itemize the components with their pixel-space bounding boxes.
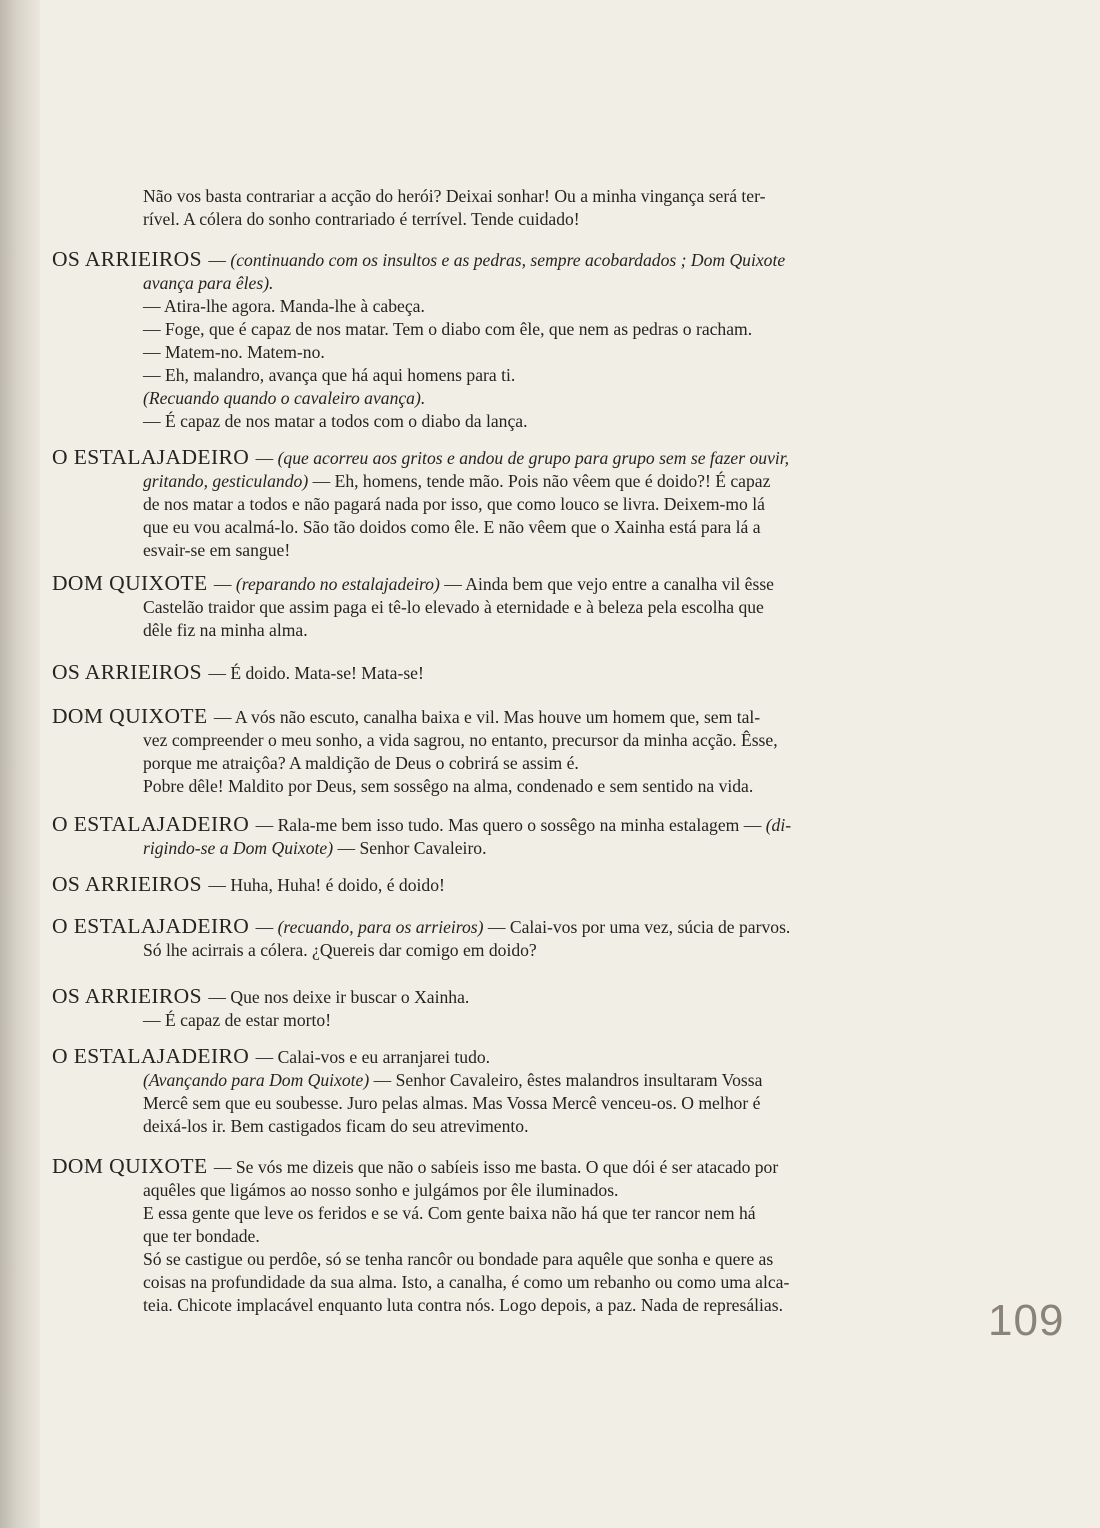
dialogue-first-line xyxy=(52,1155,952,1179)
speaker-name: O ESTALAJADEIRO xyxy=(52,914,250,938)
dialogue-text: — Senhor Cavaleiro. xyxy=(333,838,487,858)
dialogue-text: — Rala-me bem isso tudo. Mas quero o sossêgo na minha estalagem — xyxy=(255,815,766,835)
stage-direction: (reparando no estalajadeiro) xyxy=(235,574,440,594)
stage-direction: (recuando, para os arrieiros) xyxy=(277,917,484,937)
dialogue-block xyxy=(52,873,952,897)
dialogue-text: dêle fiz na minha alma. xyxy=(143,620,308,640)
dialogue-line xyxy=(143,1179,952,1202)
dialogue-line xyxy=(143,1009,952,1032)
dialogue-line xyxy=(143,470,952,493)
dialogue-line xyxy=(143,752,952,775)
dialogue-first-line xyxy=(52,915,952,939)
dialogue-text: Pobre dêle! Maldito por Deus, sem sossêgo na alma, condenado e sem sentido na vida. xyxy=(143,776,754,796)
dialogue-first-line xyxy=(52,248,952,272)
dialogue-text: — Calai-vos e eu arranjarei tudo. xyxy=(255,1047,491,1067)
dialogue-line xyxy=(143,837,952,860)
stage-direction: (Avançando para Dom Quixote) xyxy=(143,1070,370,1090)
dialogue-first-line xyxy=(52,873,952,897)
stage-direction: (di- xyxy=(765,815,792,835)
dialogue-block xyxy=(52,248,952,433)
dialogue-line xyxy=(143,341,952,364)
dialogue-text: aquêles que ligámos ao nosso sonho e julgámos por êle iluminados. xyxy=(143,1180,619,1200)
dialogue-block xyxy=(52,813,952,860)
dialogue-line xyxy=(143,493,952,516)
dialogue-line xyxy=(143,539,952,562)
dialogue-first-line xyxy=(52,446,952,470)
dialogue-text: esvair-se em sangue! xyxy=(143,540,291,560)
dialogue-text: Só lhe acirrais a cólera. ¿Quereis dar comigo em doido? xyxy=(143,940,537,960)
speaker-name: O ESTALAJADEIRO xyxy=(52,1044,250,1068)
dialogue-text: de nos matar a todos e não pagará nada por isso, que como louco se livra. Deixem-mo lá xyxy=(143,494,765,514)
dialogue-text: que ter bondade. xyxy=(143,1226,260,1246)
page-number: 109 xyxy=(988,1296,1065,1345)
dialogue-block xyxy=(52,1045,952,1138)
dialogue-text: porque me atraiçôa? A maldição de Deus o cobrirá se assim é. xyxy=(143,753,579,773)
stage-direction: avança para êles). xyxy=(143,273,274,293)
dialogue-line xyxy=(143,1092,952,1115)
dialogue-text: — Calai-vos por uma vez, súcia de parvos. xyxy=(483,917,791,937)
speaker-name: DOM QUIXOTE xyxy=(52,704,208,728)
dialogue-text: — A vós não escuto, canalha baixa e vil. Mas houve um homem que, sem tal- xyxy=(213,707,761,727)
dialogue-text: deixá-los ir. Bem castigados ficam do seu atrevimento. xyxy=(143,1116,529,1136)
dialogue-line xyxy=(143,1271,952,1294)
dialogue-block xyxy=(52,572,952,642)
dialogue-line xyxy=(143,1069,952,1092)
dialogue-block xyxy=(52,446,952,562)
stage-direction: rigindo-se a Dom Quixote) xyxy=(143,838,334,858)
stage-direction: gritando, gesticulando) xyxy=(143,471,309,491)
dialogue-text: — Eh, malandro, avança que há aqui homens para ti. xyxy=(143,365,516,385)
dialogue-first-line xyxy=(52,705,952,729)
dialogue-line xyxy=(143,364,952,387)
dialogue-text: coisas na profundidade da sua alma. Isto, a canalha, é como um rebanho ou como uma alca- xyxy=(143,1272,790,1292)
dialogue-line xyxy=(143,596,952,619)
dialogue-line xyxy=(143,1294,952,1317)
dialogue-text: — Huha, Huha! é doido, é doido! xyxy=(208,875,445,895)
speaker-name: DOM QUIXOTE xyxy=(52,1154,208,1178)
dialogue-line xyxy=(143,619,952,642)
dialogue-block xyxy=(52,915,952,962)
dialogue-line xyxy=(143,729,952,752)
dialogue-first-line xyxy=(52,572,952,596)
dialogue-line xyxy=(143,272,952,295)
dialogue-first-line xyxy=(52,661,952,685)
stage-direction: (Recuando quando o cavaleiro avança). xyxy=(143,388,426,408)
dialogue-text: — Eh, homens, tende mão. Pois não vêem que é doido?! É capaz xyxy=(308,471,771,491)
dialogue-line xyxy=(143,1225,952,1248)
dialogue-first-line xyxy=(52,813,952,837)
dialogue-text: que eu vou acalmá-lo. São tão doidos como êle. E não vêem que o Xainha está para lá a xyxy=(143,517,761,537)
text-line: rível. A cólera do sonho contrariado é terrível. Tende cuidado! xyxy=(143,209,580,229)
dialogue-line xyxy=(143,516,952,539)
dialogue-line xyxy=(143,1248,952,1271)
dialogue-block xyxy=(52,705,952,798)
dialogue-first-line xyxy=(52,1045,952,1069)
dialogue-text: — xyxy=(255,917,278,937)
speaker-name: OS ARRIEIROS xyxy=(52,872,202,896)
dialogue-text: — xyxy=(255,448,278,468)
stage-direction: (continuando com os insultos e as pedras, sempre acobardados ; Dom Quixote xyxy=(230,250,786,270)
speaker-name: O ESTALAJADEIRO xyxy=(52,812,250,836)
dialogue-line xyxy=(143,410,952,433)
text-line: Não vos basta contrariar a acção do herói? Deixai sonhar! Ou a minha vingança será ter- xyxy=(143,186,766,206)
speaker-name: OS ARRIEIROS xyxy=(52,660,202,684)
dialogue-text: — Foge, que é capaz de nos matar. Tem o diabo com êle, que nem as pedras o racham. xyxy=(143,319,753,339)
dialogue-text: Mercê sem que eu soubesse. Juro pelas almas. Mas Vossa Mercê venceu-os. O melhor é xyxy=(143,1093,761,1113)
speaker-name: DOM QUIXOTE xyxy=(52,571,208,595)
dialogue-text: — Ainda bem que vejo entre a canalha vil êsse xyxy=(439,574,774,594)
dialogue-text: — xyxy=(208,250,231,270)
dialogue-line xyxy=(143,775,952,798)
opening-paragraph xyxy=(143,185,953,231)
dialogue-text: teia. Chicote implacável enquanto luta contra nós. Logo depois, a paz. Nada de represálias. xyxy=(143,1295,783,1315)
dialogue-text: — Matem-no. Matem-no. xyxy=(143,342,325,362)
dialogue-text: vez compreender o meu sonho, a vida sagrou, no entanto, precursor da minha acção. Êsse, xyxy=(143,730,778,750)
speaker-name: O ESTALAJADEIRO xyxy=(52,445,250,469)
dialogue-text: — Senhor Cavaleiro, êstes malandros insultaram Vossa xyxy=(369,1070,763,1090)
dialogue-line xyxy=(143,939,952,962)
dialogue-block xyxy=(52,985,952,1032)
dialogue-text: Castelão traidor que assim paga ei tê-lo elevado à eternidade e à beleza pela escolha que xyxy=(143,597,764,617)
dialogue-text: — Atira-lhe agora. Manda-lhe à cabeça. xyxy=(143,296,425,316)
dialogue-text: — É capaz de nos matar a todos com o diabo da lança. xyxy=(143,411,528,431)
dialogue-block xyxy=(52,661,952,685)
speaker-name: OS ARRIEIROS xyxy=(52,984,202,1008)
dialogue-line xyxy=(143,318,952,341)
dialogue-line xyxy=(143,1115,952,1138)
dialogue-text: — É doido. Mata-se! Mata-se! xyxy=(208,663,424,683)
dialogue-text: — xyxy=(213,574,236,594)
dialogue-line xyxy=(143,295,952,318)
dialogue-text: E essa gente que leve os feridos e se vá. Com gente baixa não há que ter rancor nem há xyxy=(143,1203,756,1223)
dialogue-text: — Que nos deixe ir buscar o Xainha. xyxy=(208,987,470,1007)
stage-direction: (que acorreu aos gritos e andou de grupo para grupo sem se fazer ouvir, xyxy=(277,448,790,468)
dialogue-first-line xyxy=(52,985,952,1009)
dialogue-line xyxy=(143,387,952,410)
dialogue-text: Só se castigue ou perdôe, só se tenha rancôr ou bondade para aquêle que sonha e quere as xyxy=(143,1249,774,1269)
speaker-name: OS ARRIEIROS xyxy=(52,247,202,271)
dialogue-block xyxy=(52,1155,952,1317)
dialogue-text: — Se vós me dizeis que não o sabíeis isso me basta. O que dói é ser atacado por xyxy=(213,1157,779,1177)
dialogue-text: — É capaz de estar morto! xyxy=(143,1010,332,1030)
dialogue-line xyxy=(143,1202,952,1225)
